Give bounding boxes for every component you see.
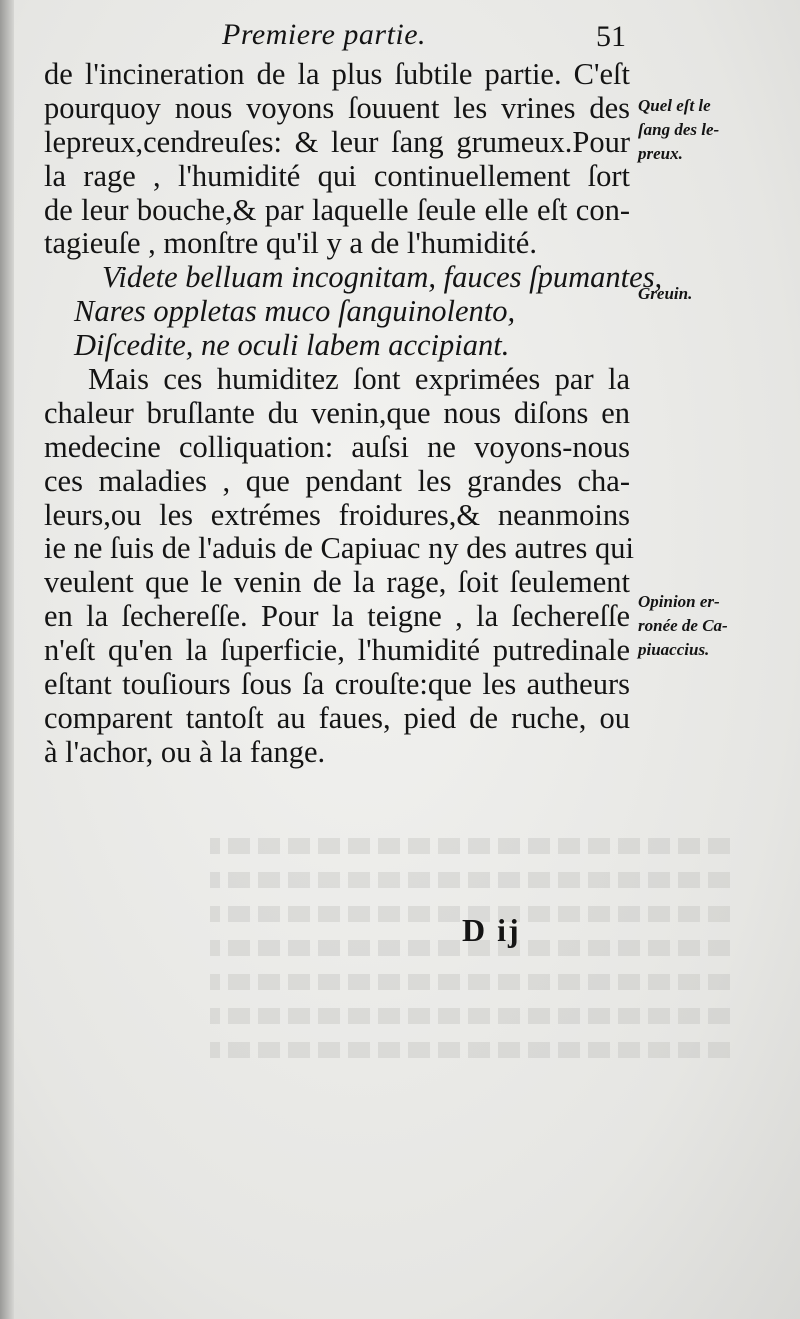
page-gutter-shadow bbox=[0, 0, 14, 1319]
text-line: ces maladies , que pendant les grandes cha- bbox=[44, 463, 630, 498]
signature-mark: D ij bbox=[462, 912, 521, 948]
margin-note-greuin bbox=[638, 282, 768, 306]
text-line: chaleur bruſlante du venin,que nous diſons en bbox=[44, 395, 630, 430]
margin-note-line: piuaccius. bbox=[638, 640, 710, 659]
margin-note-line: preux. bbox=[638, 144, 683, 163]
margin-note-line: Quel eſt le bbox=[638, 96, 711, 115]
text-line: ie ne ſuis de l'aduis de Capiuac ny des autres qui bbox=[44, 531, 634, 566]
margin-note-leprosy bbox=[638, 94, 768, 166]
running-title: Premiere partie. bbox=[222, 18, 427, 51]
text-line: eſtant touſiours ſous ſa crouſte:que les autheurs bbox=[44, 667, 630, 702]
page-number: 51 bbox=[596, 20, 626, 53]
body-text bbox=[44, 57, 663, 770]
margin-note-line: ronée de Ca- bbox=[638, 616, 728, 635]
text-line: à l'achor, ou à la fange. bbox=[44, 734, 326, 769]
text-line: medecine colliquation: auſsi ne voyons-nous bbox=[44, 429, 630, 464]
text-line: pourquoy nous voyons ſouuent les vrines des bbox=[44, 90, 630, 125]
verse-line: Videte belluam incognitam, fauces ſpumantes, bbox=[102, 260, 663, 295]
text-line: de leur bouche,& par laquelle ſeule elle eſt con- bbox=[44, 192, 630, 227]
margin-note-line: Greuin. bbox=[638, 284, 693, 303]
margin-note-line: ſang des le- bbox=[638, 120, 720, 139]
margin-note-opinion bbox=[638, 590, 768, 662]
verse-line: Nares oppletas muco ſanguinolento, bbox=[74, 294, 516, 329]
text-line: lepreux,cendreuſes: & leur ſang grumeux.Pour bbox=[44, 124, 630, 159]
margin-note-line: Opinion er- bbox=[638, 592, 720, 611]
text-line: veulent que le venin de la rage, ſoit ſeulement bbox=[44, 565, 630, 600]
text-line: comparent tantoſt au faues, pied de ruche, ou bbox=[44, 700, 630, 735]
text-line: leurs,ou les extrémes froidures,& neanmoins bbox=[44, 497, 630, 532]
text-line: n'eſt qu'en la ſuperficie, l'humidité putredinale bbox=[44, 633, 630, 668]
text-line: de l'incineration de la plus ſubtile partie. C'eſt bbox=[44, 57, 630, 91]
running-head bbox=[0, 18, 800, 58]
verse-line: Diſcedite, ne oculi labem accipiant. bbox=[74, 328, 510, 363]
text-line: Mais ces humiditez ſont exprimées par la bbox=[88, 362, 630, 397]
text-line: la rage , l'humidité qui continuellement ſort bbox=[44, 158, 630, 193]
text-line: en la ſechereſſe. Pour la teigne , la ſechereſſe bbox=[44, 599, 630, 634]
text-line: tagieuſe , monſtre qu'il y a de l'humidité. bbox=[44, 226, 537, 261]
